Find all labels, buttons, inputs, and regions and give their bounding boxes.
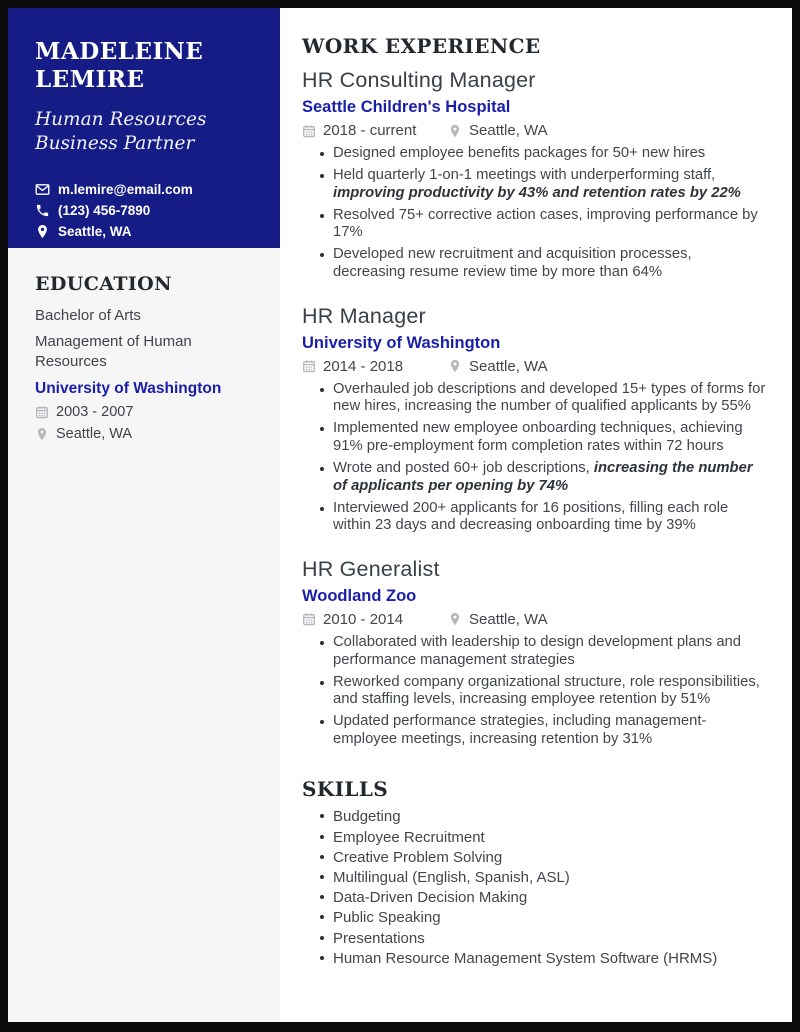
job-bullet: Implemented new employee onboarding techniques, achieving 91% pre-employment form completion rates within 72 hours	[333, 420, 768, 455]
job-company: Woodland Zoo	[302, 586, 417, 605]
education-degree: Bachelor of Arts	[35, 307, 141, 324]
calendar-icon	[302, 612, 316, 626]
resume-page	[8, 8, 792, 1022]
education-location-row	[35, 426, 256, 442]
education-dates: 2003 - 2007	[56, 404, 134, 420]
person-title	[35, 108, 256, 156]
job-dates: 2014 - 2018	[323, 357, 404, 375]
job-company: University of Washington	[302, 333, 501, 352]
job-bullet: Designed employee benefits packages for 50+ new hires	[333, 145, 768, 163]
contact-phone	[35, 200, 256, 221]
job-bullet-emphasis: increasing the number of applicants per opening by 74%	[333, 460, 753, 494]
job-title: HR Manager	[302, 303, 426, 328]
job-company: Seattle Children's Hospital	[302, 98, 511, 116]
contact-location	[35, 221, 256, 242]
job-location: Seattle, WA	[469, 122, 548, 139]
location-pin-icon	[448, 612, 462, 626]
location-pin-icon	[35, 224, 50, 239]
calendar-icon	[302, 359, 316, 373]
location-pin-icon	[35, 427, 49, 441]
contact-email	[35, 179, 256, 200]
location-pin-icon	[448, 359, 462, 373]
skill-item: Creative Problem Solving	[333, 850, 768, 865]
job-dates: 2018 - current	[323, 122, 417, 139]
calendar-icon	[302, 124, 316, 138]
envelope-icon	[35, 182, 50, 197]
job-meta-row	[302, 358, 768, 375]
education-heading: EDUCATION	[35, 273, 172, 295]
job-bullets	[302, 145, 768, 282]
skill-item: Budgeting	[333, 809, 768, 824]
location-pin-icon	[448, 124, 462, 138]
skills-list	[302, 809, 768, 965]
job-entry	[302, 67, 768, 282]
job-location: Seattle, WA	[469, 357, 548, 375]
job-bullet: Interviewed 200+ applicants for 16 positions, filling each role within 23 days and decreasing onboarding time by 39%	[333, 500, 768, 535]
person-name	[35, 38, 256, 94]
header-banner	[8, 8, 280, 248]
job-bullet: Updated performance strategies, including management-employee meetings, increasing retention by 31%	[333, 713, 768, 748]
skill-item: Data-Driven Decision Making	[333, 890, 768, 905]
job-bullet: Reworked company organizational structure, role responsibilities, and staffing levels, increasing employee retention by 51%	[333, 674, 768, 709]
education-school: University of Washington	[35, 380, 222, 397]
job-location-group	[448, 122, 548, 139]
education-section	[8, 248, 280, 442]
job-meta-row	[302, 611, 768, 628]
jobs-list	[302, 67, 768, 748]
job-bullet: Developed new recruitment and acquisition processes, decreasing resume review time by more than 64%	[333, 246, 768, 281]
person-name-line1: MADELEINE	[35, 38, 204, 65]
job-location-group	[448, 358, 548, 375]
job-title: HR Generalist	[302, 556, 440, 581]
job-entry	[302, 303, 768, 535]
person-name-line2: LEMIRE	[35, 66, 145, 93]
skill-item: Presentations	[333, 931, 768, 946]
job-location-group	[448, 611, 548, 628]
job-bullet-emphasis: improving productivity by 43% and retention rates by 22%	[333, 184, 741, 201]
main-column	[280, 8, 792, 1022]
education-dates-row	[35, 404, 256, 420]
job-dates-group	[302, 611, 448, 628]
education-field: Management of Human Resources	[35, 333, 192, 370]
job-bullet: Held quarterly 1-on-1 meetings with underperforming staff, improving productivity by 43% and retention rates by 22%	[333, 167, 768, 202]
calendar-icon	[35, 405, 49, 419]
skill-item: Employee Recruitment	[333, 830, 768, 845]
job-dates-group	[302, 358, 448, 375]
person-title-line2: Business Partner	[35, 133, 195, 154]
sidebar	[8, 8, 280, 1022]
job-meta-row	[302, 122, 768, 139]
job-bullet: Overhauled job descriptions and developed 15+ types of forms for new hires, increasing the number of qualified applicants by 55%	[333, 381, 768, 416]
job-bullet: Wrote and posted 60+ job descriptions, increasing the number of applicants per opening by 74%	[333, 460, 768, 495]
skills-heading: SKILLS	[302, 777, 389, 802]
skills-section	[302, 777, 768, 965]
skill-item: Human Resource Management System Software (HRMS)	[333, 951, 768, 966]
job-dates: 2010 - 2014	[323, 610, 404, 628]
job-bullets	[302, 634, 768, 749]
job-bullet: Collaborated with leadership to design development plans and performance management strategies	[333, 634, 768, 669]
phone-icon	[35, 203, 50, 218]
job-dates-group	[302, 122, 448, 139]
job-location: Seattle, WA	[469, 610, 548, 628]
person-title-line1: Human Resources	[35, 109, 207, 130]
contact-email-text: m.lemire@email.com	[58, 182, 193, 197]
job-bullets	[302, 381, 768, 535]
education-location: Seattle, WA	[56, 426, 133, 442]
job-title: HR Consulting Manager	[302, 68, 536, 92]
skill-item: Multilingual (English, Spanish, ASL)	[333, 870, 768, 885]
skill-item: Public Speaking	[333, 910, 768, 925]
contact-list	[35, 179, 256, 242]
job-entry	[302, 556, 768, 749]
work-experience-heading: WORK EXPERIENCE	[302, 34, 541, 58]
job-bullet: Resolved 75+ corrective action cases, improving performance by 17%	[333, 207, 768, 242]
contact-phone-text: (123) 456-7890	[58, 203, 151, 218]
contact-location-text: Seattle, WA	[58, 224, 132, 239]
